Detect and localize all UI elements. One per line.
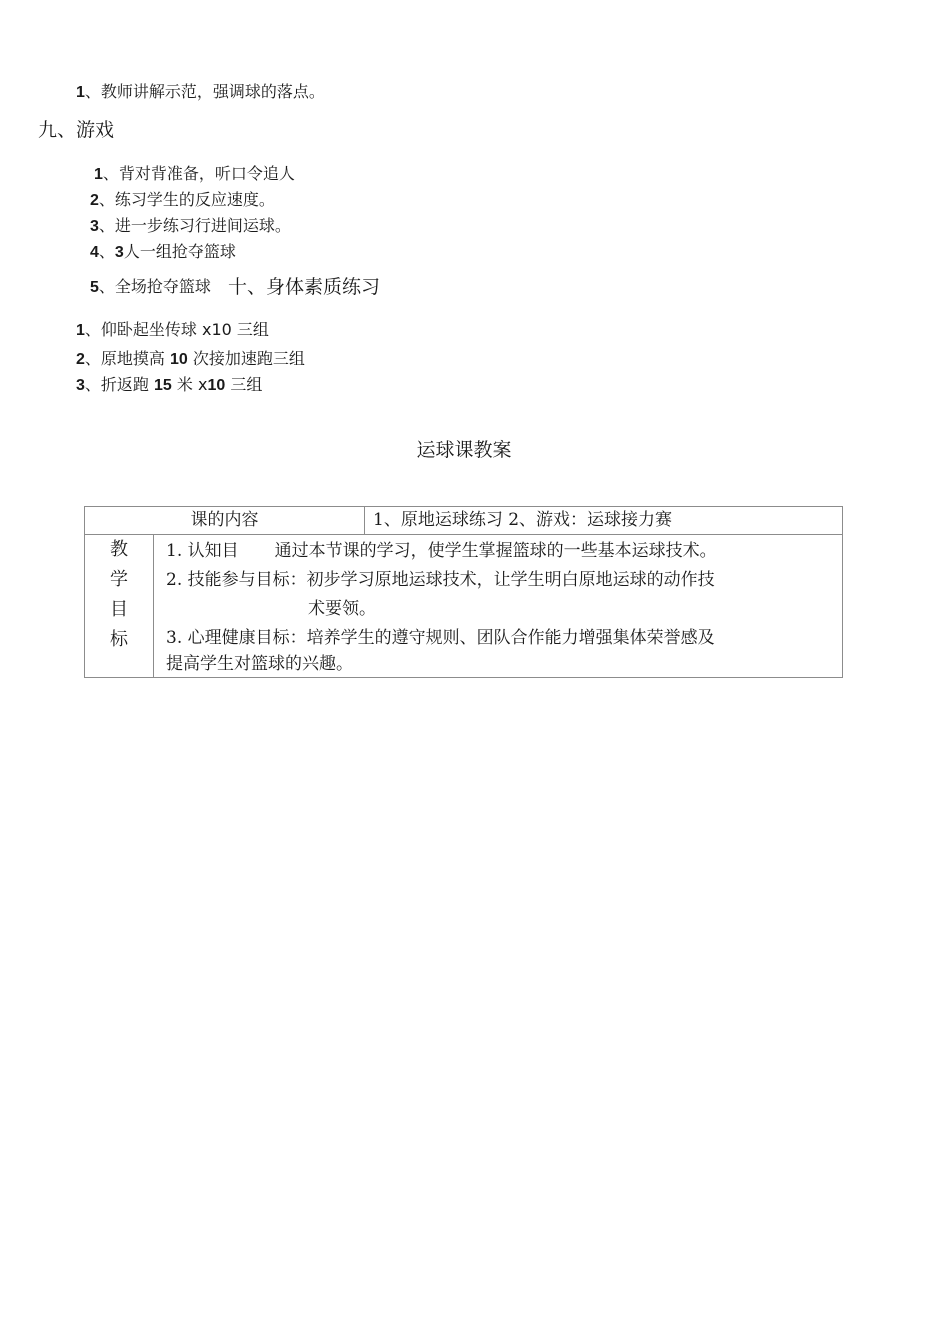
item-number: 2 [76, 351, 85, 368]
content-label: 课的内容 [190, 510, 259, 530]
list-item [90, 190, 275, 211]
goals-label-char: 目 [110, 599, 128, 620]
item-number: 2 [90, 192, 99, 209]
content-value-cell [365, 507, 843, 535]
list-item [94, 164, 295, 185]
item-number: 1 [76, 322, 85, 339]
list-item [90, 216, 291, 237]
goal-prefix: 1. 认知目 [166, 541, 239, 561]
item-number: 1 [94, 166, 103, 183]
list-item [90, 277, 211, 298]
table-row [85, 507, 843, 535]
goal-mental-health: 3. 心理健康目标：培养学生的遵守规则、团队合作能力增强集体荣誉感及 [166, 628, 715, 648]
section-heading-games: 九、游戏 [38, 119, 115, 141]
item-text: 、仰卧起坐传球 x10 三组 [84, 320, 269, 339]
list-item [76, 349, 305, 370]
list-item [76, 320, 269, 341]
item-text: 人一组抢夺篮球 [123, 242, 236, 261]
item-text: 、 [98, 242, 115, 261]
item-number: 10 [170, 351, 188, 368]
goals-label-char: 学 [110, 569, 128, 590]
item-text: 、全场抢夺篮球 [98, 277, 211, 296]
item-number: 10 [207, 377, 226, 394]
goals-label-char: 教 [110, 539, 128, 560]
item-text: 、教师讲解示范，强调球的落点。 [84, 82, 325, 101]
item-number: 3 [90, 218, 99, 235]
list-item [76, 375, 262, 396]
item-number: 3 [76, 377, 85, 394]
list-item [76, 82, 325, 103]
item-text: 、背对背准备，听口令追人 [102, 164, 295, 183]
goals-cell [154, 535, 843, 678]
goal-cognitive [166, 537, 836, 566]
lesson-plan-table [84, 506, 843, 678]
item-text: 、原地摸高 [84, 349, 170, 368]
table-row [85, 535, 843, 678]
item-number: 1 [76, 84, 85, 101]
item-text: 、进一步练习行进间运球。 [98, 216, 291, 235]
section-heading-fitness: 十、身体素质练习 [228, 276, 381, 298]
item-text: 次接加速跑三组 [187, 349, 305, 368]
goal-skill-continued: 术要领。 [308, 599, 376, 619]
item-text: 、折返跑 [84, 375, 154, 394]
document-title: 运球课教案 [416, 439, 512, 461]
goals-label-cell [85, 535, 154, 678]
item-text: 三组 [225, 375, 263, 394]
goal-mental-health-continued: 提高学生对篮球的兴趣。 [166, 654, 353, 674]
item-number: 3 [114, 244, 124, 261]
content-label-cell [85, 507, 365, 535]
item-number: 5 [90, 279, 99, 296]
item-number: 4 [90, 244, 99, 261]
item-text: 、练习学生的反应速度。 [98, 190, 275, 209]
goal-skill: 2. 技能参与目标：初步学习原地运球技术，让学生明白原地运球的动作技 [166, 570, 715, 590]
content-value: 1、原地运球练习 2、游戏：运球接力赛 [373, 510, 673, 530]
item-number: 15 [154, 377, 172, 394]
goals-label-char: 标 [110, 629, 128, 650]
list-item [90, 242, 236, 263]
item-text: 米 x [171, 375, 208, 394]
goal-text: 通过本节课的学习，使学生掌握篮球的一些基本运球技术。 [274, 541, 717, 561]
